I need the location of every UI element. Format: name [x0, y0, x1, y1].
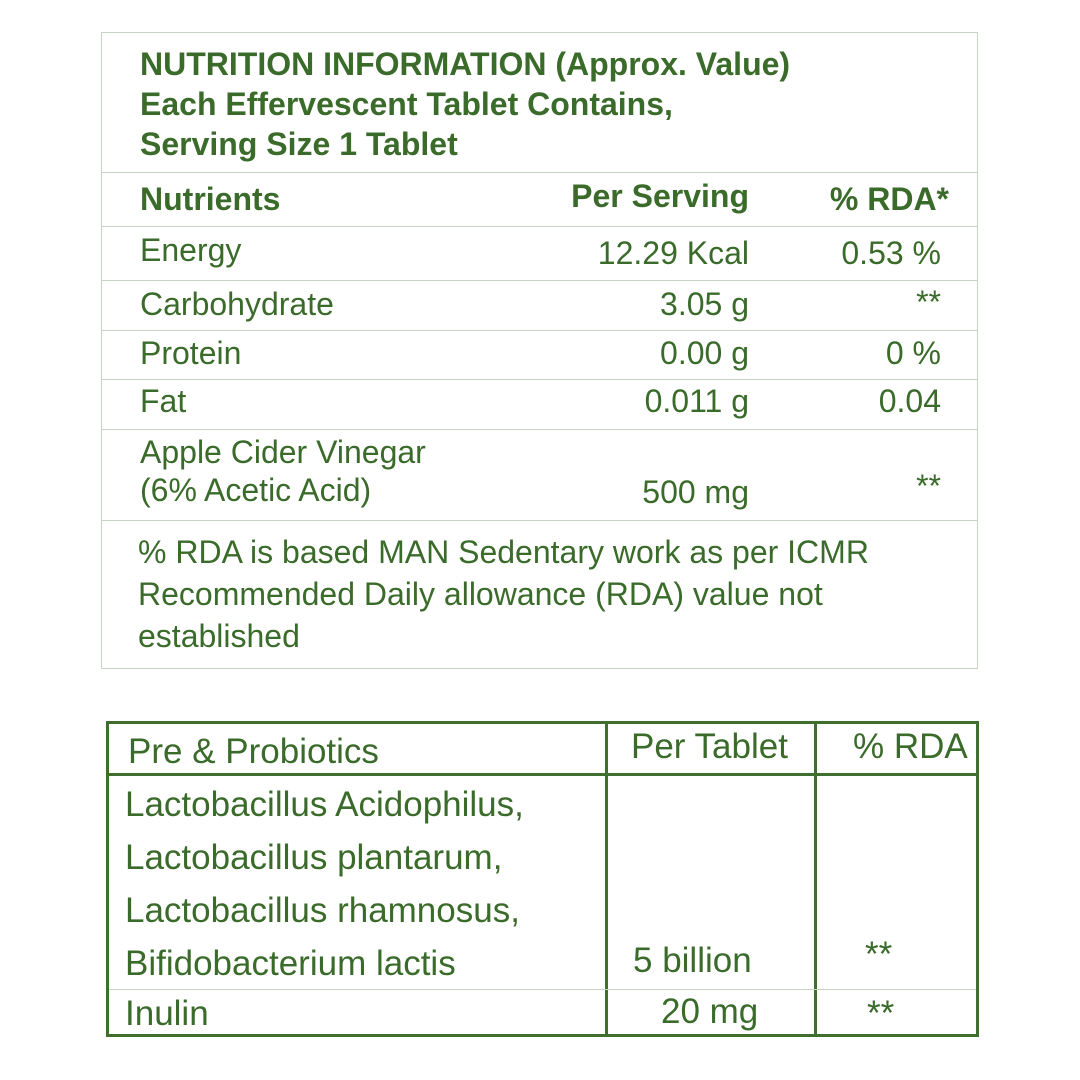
col-header-rda: % RDA*: [829, 181, 949, 217]
col-header-per-serving: Per Serving: [571, 178, 749, 214]
nutrient-rda: **: [916, 284, 941, 320]
prebiotic-name: Inulin: [125, 994, 209, 1033]
nutrient-name: Protein: [140, 335, 242, 371]
nutrient-name: [140, 433, 426, 509]
nutrient-name: Fat: [140, 383, 187, 419]
nutrient-name: Energy: [140, 232, 242, 268]
serving-size: Serving Size 1 Tablet: [140, 126, 458, 162]
table-row: [102, 227, 977, 281]
nutrient-rda: **: [916, 468, 941, 504]
footnote-line: % RDA is based MAN Sedentary work as per ICMR: [138, 534, 869, 570]
col-header-rda: % RDA: [853, 727, 968, 766]
probiotics-table: [106, 721, 979, 1037]
probiotic-rda: **: [865, 935, 893, 974]
column-divider: [605, 724, 608, 1034]
prebiotic-rda: **: [867, 994, 895, 1033]
nutrition-subtitle: Each Effervescent Tablet Contains,: [140, 86, 673, 122]
probiotic-name-line: Lactobacillus Acidophilus,: [125, 785, 524, 824]
probiotic-name-line: Lactobacillus plantarum,: [125, 838, 503, 877]
column-divider: [814, 724, 817, 1034]
nutrition-column-header-row: [102, 173, 977, 227]
rda-footnote: [138, 531, 968, 657]
nutrient-per-serving: 0.011 g: [644, 383, 749, 419]
footnote-line: Recommended Daily allowance (RDA) value not: [138, 576, 823, 612]
probiotic-name-line: Bifidobacterium lactis: [125, 944, 456, 983]
nutrient-per-serving: 12.29 Kcal: [597, 235, 749, 271]
nutrient-rda: 0.04: [878, 383, 941, 419]
nutrient-per-serving: 0.00 g: [660, 335, 749, 371]
table-row: [102, 281, 977, 331]
nutrient-name: Carbohydrate: [140, 286, 334, 322]
nutrition-information-table: [101, 32, 978, 669]
nutrient-name-line: Apple Cider Vinegar: [140, 434, 426, 470]
nutrient-rda: 0 %: [885, 335, 941, 371]
nutrition-title: NUTRITION INFORMATION (Approx. Value): [140, 46, 791, 82]
table-row: [102, 430, 977, 521]
prebiotic-per-tablet: 20 mg: [661, 992, 759, 1031]
nutrient-per-serving: 3.05 g: [660, 286, 749, 322]
nutrient-name-line: (6% Acetic Acid): [140, 472, 372, 508]
nutrient-per-serving: 500 mg: [642, 474, 749, 510]
nutrition-header: [102, 33, 977, 173]
col-header-pre-probiotics: Pre & Probiotics: [128, 732, 379, 771]
probiotic-name-line: Lactobacillus rhamnosus,: [125, 891, 520, 930]
nutrient-rda: 0.53 %: [841, 235, 941, 271]
footnote-line: established: [138, 618, 300, 654]
table-row: [102, 380, 977, 430]
col-header-nutrients: Nutrients: [140, 181, 281, 217]
table-row: [102, 331, 977, 380]
probiotic-per-tablet: 5 billion: [633, 941, 752, 980]
col-header-per-tablet: Per Tablet: [631, 727, 788, 766]
